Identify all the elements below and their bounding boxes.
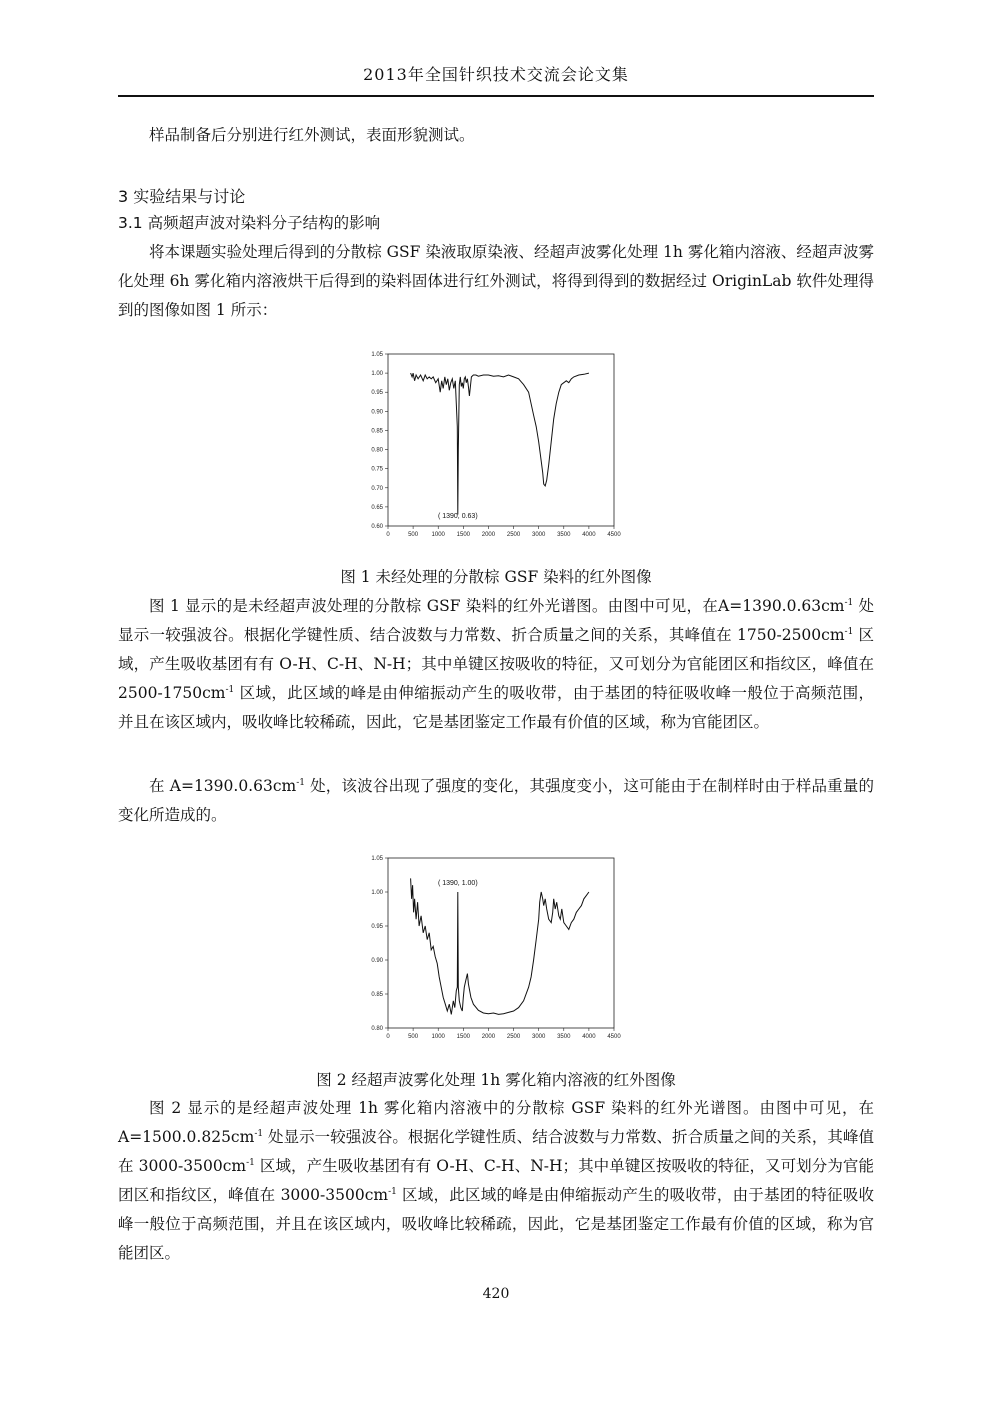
- ir-spectrum-chart-1: [358, 348, 628, 540]
- chart1-peak-annotation: ( 1390, 0.63): [437, 513, 478, 520]
- chart2-x-tick-label: 4000: [582, 1034, 596, 1040]
- ir-spectrum-chart-2: [358, 852, 628, 1042]
- chart1-x-tick-label: 0: [386, 532, 390, 538]
- header-rule: [118, 95, 874, 97]
- chart1-y-tick-label: 0.85: [371, 428, 383, 435]
- chart1-x-tick-label: 2000: [481, 532, 496, 538]
- chart2-x-tick-label: 0: [386, 1034, 390, 1040]
- figure-2-discussion-paragraph: 图 2 显示的是经超声波处理 1h 雾化箱内溶液中的分散棕 GSF 染料的红外光谱图。由图中可见，在 $A=1500.0.825cm^{-1}$ 处显示一较强波谷。根据化学键性质、结合波数与力常数、折合质量之间的关系，其峰值在 $3000-3500cm^{-1}$ 区域，产生吸收基团有有 O-H、C-H、N-H；其中单键区按吸收的特征，又可划分为官能团区和指纹区，峰值在 $3000-3500cm^{-1}$ 区域，此区域的峰是由伸缩振动产生的吸收带，由于基团的特征吸收峰一般位于高频范围，并且在该区域内，吸收峰比较稀疏，因此，它是基团鉴定工作最有价值的区域，称为官能团区。: [118, 1099, 874, 1262]
- figure-1-discussion-paragraph: 图 1 显示的是未经超声波处理的分散棕 GSF 染料的红外光谱图。由图中可见，在$A=1390.0.63cm^{-1}$ 处显示一较强波谷。根据化学键性质、结合波数与力常数、折合质量之间的关系，其峰值在 $1750-2500cm^{-1}$ 区域，产生吸收基团有有 O-H、C-H、N-H；其中单键区按吸收的特征，又可划分为官能团区和指纹区，峰值在 $2500-1750cm^{-1}$ 区域，此区域的峰是由伸缩振动产生的吸收带，由于基团的特征吸收峰一般位于高频范围，并且在该区域内，吸收峰比较稀疏，因此，它是基团鉴定工作最有价值的区域，称为官能团区。: [118, 597, 874, 731]
- chart2-x-tick-label: 500: [408, 1034, 419, 1040]
- chart2-plot-frame: [388, 858, 614, 1028]
- chart2-x-tick-label: 2500: [506, 1034, 521, 1040]
- chart1-x-tick-label: 4000: [582, 532, 596, 538]
- chart1-spectrum-line: [411, 373, 589, 514]
- chart1-x-tick-label: 1000: [431, 532, 445, 538]
- chart2-y-tick-label: 0.95: [371, 924, 383, 930]
- chart2-x-tick-label: 1000: [431, 1034, 445, 1040]
- intro-paragraph: 样品制备后分别进行红外测试，表面形貌测试。: [149, 126, 475, 144]
- chart1-x-tick-label: 3500: [557, 532, 571, 538]
- figure-2: [358, 852, 628, 1042]
- chart2-x-tick-label: 3500: [557, 1034, 571, 1040]
- chart1-plot-frame: [388, 354, 614, 526]
- section-heading-3: 3 实验结果与讨论: [118, 187, 246, 206]
- chart2-spectrum-line: [411, 878, 589, 1014]
- chart2-y-tick-label: 1.00: [371, 890, 383, 896]
- chart1-x-tick-label: 1500: [456, 532, 471, 538]
- chart1-y-tick-label: 0.95: [371, 390, 383, 397]
- page-number: 420: [482, 1286, 510, 1302]
- chart2-y-tick-label: 1.05: [371, 856, 383, 862]
- figure-2-caption: 图 2 经超声波雾化处理 1h 雾化箱内溶液的红外图像: [316, 1071, 676, 1089]
- chart2-peak-annotation: ( 1390, 1.00): [437, 880, 478, 887]
- figure-1-caption: 图 1 未经处理的分散棕 GSF 染料的红外图像: [340, 568, 652, 586]
- chart1-y-tick-label: 1.05: [371, 352, 383, 358]
- chart2-x-tick-label: 1500: [456, 1034, 471, 1040]
- chart1-y-tick-label: 0.70: [371, 485, 383, 492]
- chart1-y-tick-label: 0.75: [371, 466, 383, 473]
- chart1-y-tick-label: 0.65: [371, 504, 383, 511]
- chart2-x-tick-label: 2000: [481, 1034, 496, 1040]
- section-heading-3-1: 3.1 高频超声波对染料分子结构的影响: [118, 214, 381, 232]
- chart1-y-tick-label: 1.00: [371, 371, 383, 378]
- chart1-x-tick-label: 500: [408, 532, 419, 538]
- chart1-x-tick-label: 4500: [607, 532, 621, 538]
- chart2-y-tick-label: 0.90: [371, 958, 383, 964]
- chart2-x-tick-label: 4500: [607, 1034, 621, 1040]
- section-3-1-paragraph: 将本课题实验处理后得到的分散棕 GSF 染液取原染液、经超声波雾化处理 1h 雾化箱内溶液、经超声波雾化处理 6h 雾化箱内溶液烘干后得到的染料固体进行红外测试，将得到得到的数据经过 OriginLab 软件处理得到的图像如图 1 所示：: [118, 243, 874, 319]
- chart2-y-tick-label: 0.85: [371, 992, 383, 998]
- chart1-x-tick-label: 3000: [531, 532, 546, 538]
- chart1-x-tick-label: 2500: [506, 532, 521, 538]
- running-header: 2013年全国针织技术交流会论文集: [363, 65, 629, 84]
- figure-1: [358, 348, 628, 540]
- chart1-y-tick-label: 0.60: [371, 524, 383, 530]
- figure-1-note-paragraph: 在 $A=1390.0.63cm^{-1}$ 处，该波谷出现了强度的变化，其强度变小，这可能由于在制样时由于样品重量的变化所造成的。: [118, 777, 874, 824]
- chart2-y-tick-label: 0.80: [371, 1026, 383, 1032]
- chart2-x-tick-label: 3000: [531, 1034, 546, 1040]
- chart1-y-tick-label: 0.90: [371, 409, 383, 416]
- chart1-y-tick-label: 0.80: [371, 447, 383, 454]
